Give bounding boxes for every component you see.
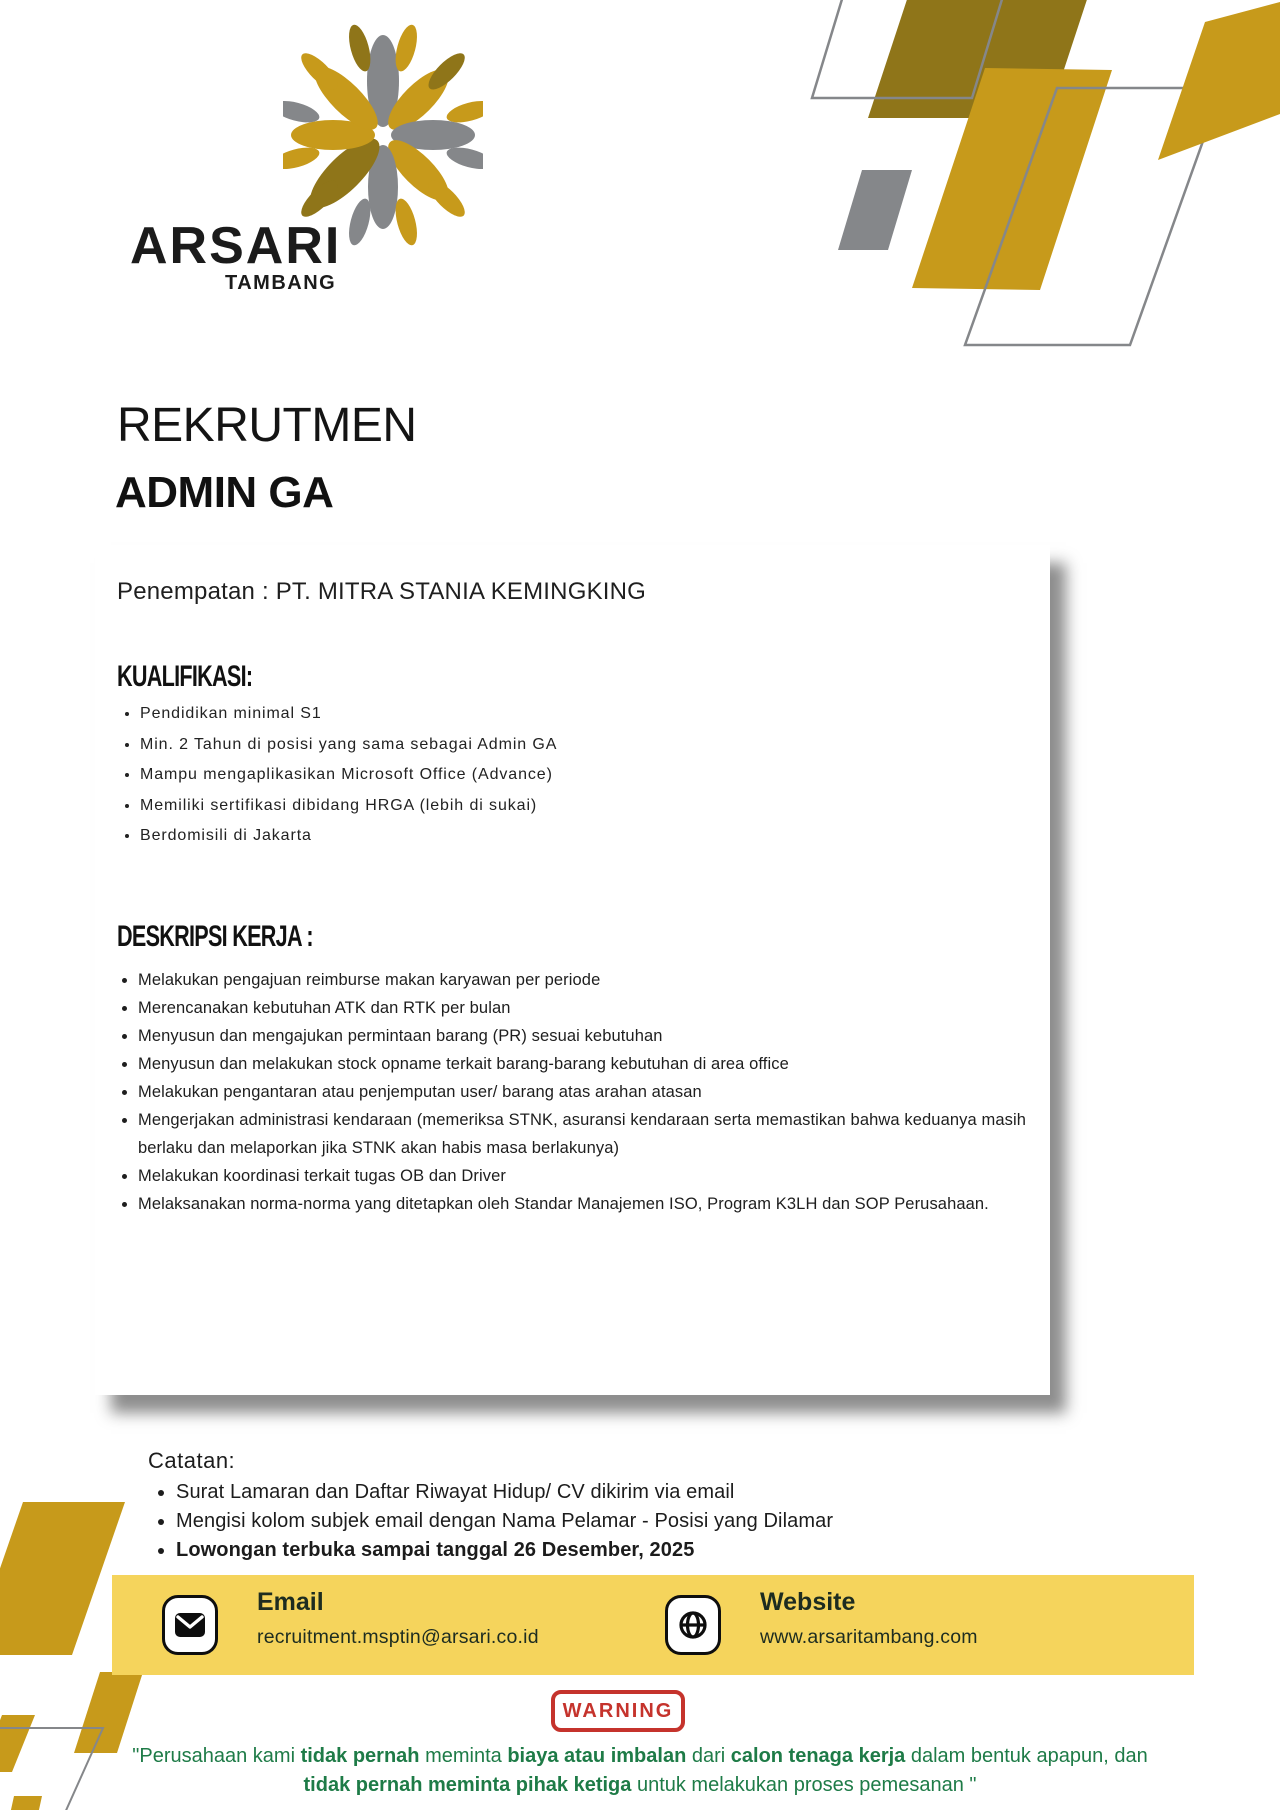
disclaimer	[0, 1742, 1280, 1799]
brand-tagline: TAMBANG	[225, 272, 337, 294]
email-label: Email	[257, 1588, 324, 1616]
list-item: • Merencanakan kebutuhan ATK dan RTK per bulan	[138, 994, 1026, 1022]
disclaimer-segment: meminta	[419, 1745, 508, 1767]
disclaimer-segment: dalam bentuk apapun, dan	[905, 1745, 1148, 1767]
list-item: • Lowongan terbuka sampai tanggal 26 Desember, 2025	[176, 1536, 956, 1565]
list-item: • Menyusun dan melakukan stock opname terkait barang-barang kebutuhan di area office	[138, 1050, 1026, 1078]
disclaimer-segment: untuk melakukan proses pemesanan "	[631, 1773, 977, 1796]
disclaimer-segment: calon tenaga kerja	[730, 1745, 906, 1767]
website-url: www.arsaritambang.com	[760, 1626, 978, 1648]
disclaimer-line-2	[0, 1771, 1280, 1800]
list-item: • Pendidikan minimal S1	[140, 699, 780, 730]
job-description-heading: DESKRIPSI KERJA :	[117, 920, 313, 953]
disclaimer-line-1	[0, 1742, 1280, 1771]
qualifications-list	[119, 699, 780, 852]
disclaimer-segment: "Perusahaan kami	[132, 1745, 301, 1767]
disclaimer-segment: dari	[686, 1745, 731, 1767]
notes-list	[158, 1478, 956, 1565]
disclaimer-segment: biaya atau imbalan	[507, 1745, 687, 1767]
list-item: • Min. 2 Tahun di posisi yang sama sebagai Admin GA	[140, 730, 780, 761]
placement-line: Penempatan : PT. MITRA STANIA KEMINGKING	[117, 578, 647, 605]
list-item: • Melaksanakan norma-norma yang ditetapkan oleh Standar Manajemen ISO, Program K3LH dan SOP Perusahaan.	[138, 1190, 1026, 1218]
position-title: ADMIN GA	[115, 468, 334, 517]
list-item: • Melakukan koordinasi terkait tugas OB dan Driver	[138, 1162, 1026, 1190]
list-item: • Mengerjakan administrasi kendaraan (memeriksa STNK, asuransi kendaraan serta memastikan bahwa keduanya masih berlaku dan melaporkan jika STNK akan habis masa berlakunya)	[138, 1106, 1026, 1162]
list-item: • Berdomisili di Jakarta	[140, 821, 780, 852]
list-item: • Melakukan pengajuan reimburse makan karyawan per periode	[138, 966, 1026, 994]
qualifications-heading: KUALIFIKASI:	[117, 660, 253, 693]
disclaimer-segment: tidak pernah meminta pihak ketiga	[303, 1773, 632, 1796]
list-item: • Melakukan pengantaran atau penjemputan user/ barang atas arahan atasan	[138, 1078, 1026, 1106]
disclaimer-segment: tidak pernah	[300, 1745, 420, 1767]
job-description-list	[119, 966, 1026, 1218]
brand-name: ARSARI	[130, 217, 342, 275]
website-label: Website	[760, 1588, 856, 1616]
email-address: recruitment.msptin@arsari.co.id	[257, 1626, 539, 1648]
list-item: • Memiliki sertifikasi dibidang HRGA (lebih di sukai)	[140, 791, 780, 822]
notes-heading: Catatan:	[148, 1448, 236, 1473]
list-item: • Surat Lamaran dan Daftar Riwayat Hidup/ CV dikirim via email	[176, 1478, 956, 1507]
list-item: • Mampu mengaplikasikan Microsoft Office (Advance)	[140, 760, 780, 791]
list-item: • Menyusun dan mengajukan permintaan barang (PR) sesuai kebutuhan	[138, 1022, 1026, 1050]
list-item: • Mengisi kolom subjek email dengan Nama Pelamar - Posisi yang Dilamar	[176, 1507, 956, 1536]
page-title: REKRUTMEN	[117, 399, 417, 452]
warning-stamp: WARNING	[551, 1690, 685, 1732]
